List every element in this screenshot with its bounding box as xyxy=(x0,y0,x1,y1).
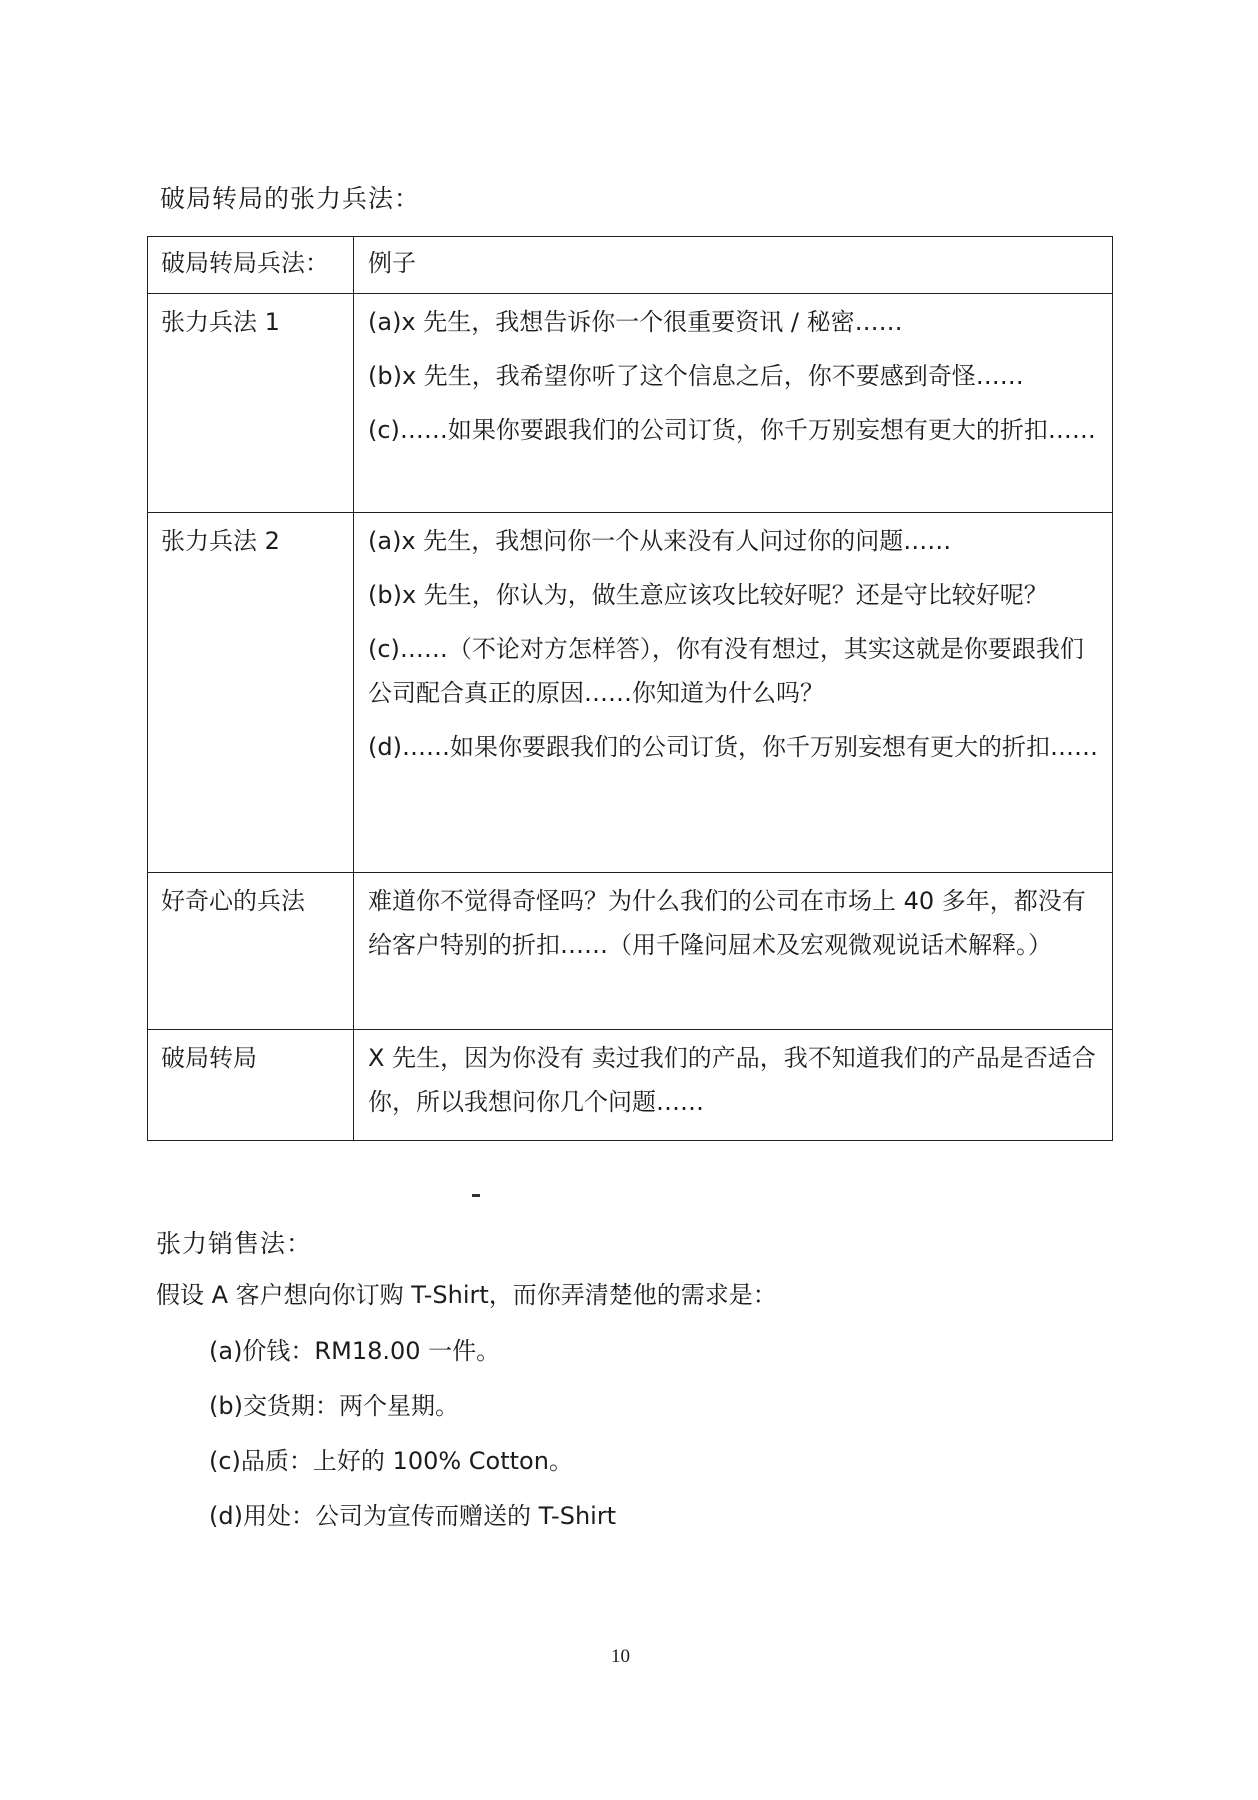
example-text: 难道你不觉得奇怪吗？为什么我们的公司在市场上 40 多年，都没有给客户特别的折扣……（用千隆问屈术及宏观微观说话术解释。） xyxy=(368,887,1086,959)
table-row xyxy=(148,1030,1113,1141)
section-title-tension-tactics: 破局转局的张力兵法： xyxy=(160,184,421,213)
tactic-examples xyxy=(354,873,1113,1030)
tactic-name: 张力兵法 2 xyxy=(148,513,354,873)
scan-mark xyxy=(472,1194,480,1197)
tactic-name: 破局转局 xyxy=(148,1030,354,1141)
page-number: 10 xyxy=(611,1646,630,1667)
intro-paragraph: 假设 A 客户想向你订购 T-Shirt，而你弄清楚他的需求是： xyxy=(156,1281,777,1309)
example-text: X 先生，因为你没有 卖过我们的产品，我不知道我们的产品是否适合你，所以我想问你几个问题…… xyxy=(368,1044,1096,1116)
table-row xyxy=(148,294,1113,513)
example-text: (a)x 先生，我想问你一个从来没有人问过你的问题…… xyxy=(368,527,952,555)
list-item: (a)价钱：RM18.00 一件。 xyxy=(209,1337,501,1365)
table-row xyxy=(148,873,1113,1030)
table-header-row xyxy=(148,237,1113,294)
tactic-examples xyxy=(354,294,1113,513)
example-text: (b)x 先生，我希望你听了这个信息之后，你不要感到奇怪…… xyxy=(368,362,1024,390)
needs-list xyxy=(209,1336,616,1556)
tactic-name: 好奇心的兵法 xyxy=(148,873,354,1030)
tactic-examples xyxy=(354,513,1113,873)
header-cell-tactic: 破局转局兵法： xyxy=(148,237,354,294)
example-text: (c)……如果你要跟我们的公司订货，你千万别妄想有更大的折扣…… xyxy=(368,416,1096,444)
section-title-tension-selling: 张力销售法： xyxy=(156,1229,313,1258)
tactic-examples xyxy=(354,1030,1113,1141)
tactic-name: 张力兵法 1 xyxy=(148,294,354,513)
header-cell-example: 例子 xyxy=(354,237,1113,294)
example-text: (b)x 先生，你认为，做生意应该攻比较好呢？还是守比较好呢？ xyxy=(368,581,1048,609)
list-item: (d)用处：公司为宣传而赠送的 T-Shirt xyxy=(209,1502,617,1530)
list-item: (b)交货期：两个星期。 xyxy=(209,1392,459,1420)
example-text: (c)……（不论对方怎样答），你有没有想过，其实这就是你要跟我们公司配合真正的原因……你知道为什么吗？ xyxy=(368,635,1084,707)
example-text: (a)x 先生，我想告诉你一个很重要资讯 / 秘密…… xyxy=(368,308,903,336)
table-row xyxy=(148,513,1113,873)
example-text: (d)……如果你要跟我们的公司订货，你千万别妄想有更大的折扣…… xyxy=(368,733,1098,761)
list-item: (c)品质：上好的 100% Cotton。 xyxy=(209,1447,573,1475)
tactics-table xyxy=(147,236,1113,1141)
